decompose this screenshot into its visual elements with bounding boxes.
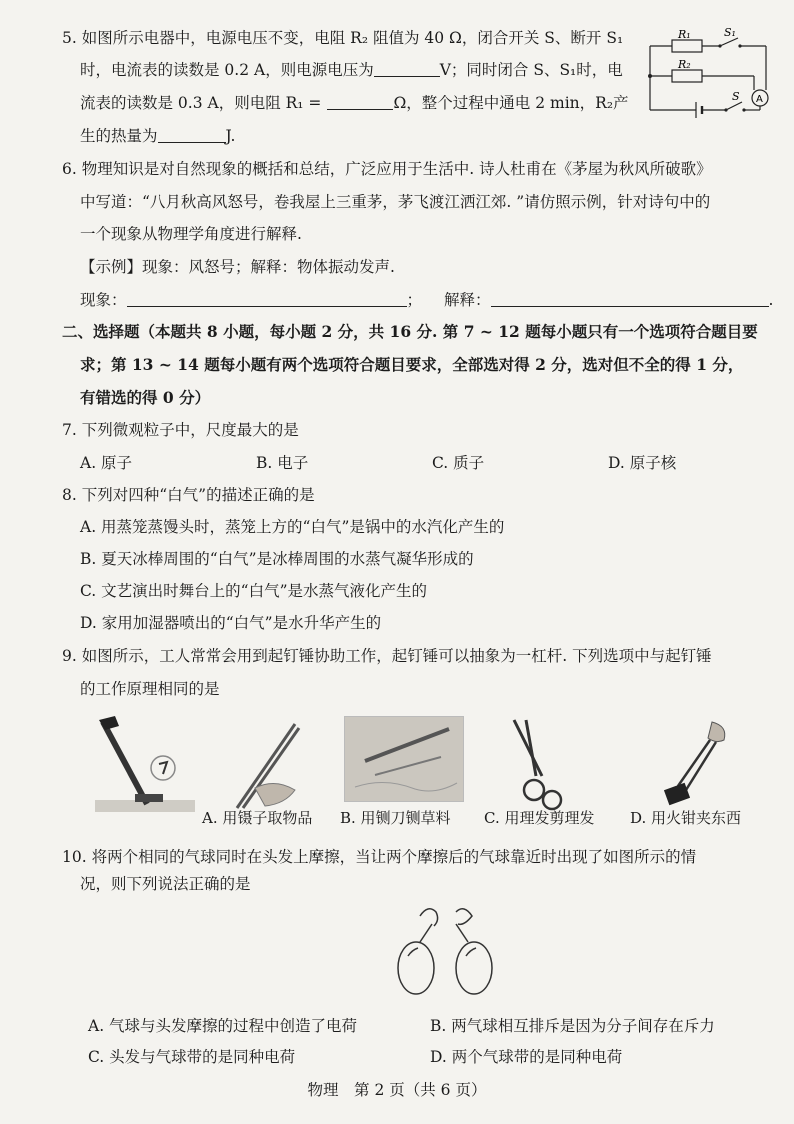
q5-heat-blank[interactable]	[158, 126, 226, 143]
left-hand-icon	[420, 909, 438, 926]
left-balloon-icon	[398, 942, 434, 994]
q6-line2: 中写道：“八月秋高风怒号，卷我屋上三重茅，茅飞渡江洒江郊. ”请仿照示例，针对诗句中的	[80, 193, 711, 211]
q6-semicolon: ；	[406, 291, 423, 309]
q8-option-c[interactable]: C. 文艺演出时舞台上的“白气”是水蒸气液化产生的	[80, 582, 428, 600]
q6-period: .	[768, 291, 774, 309]
q7-stem: 7. 下列微观粒子中，尺度最大的是	[62, 421, 299, 439]
chopper-image	[345, 717, 463, 801]
tweezers-image	[225, 718, 315, 812]
chopper-photo	[344, 716, 464, 802]
q9-option-a[interactable]: A. 用镊子取物品	[202, 809, 313, 827]
q9-line2: 的工作原理相同的是	[80, 680, 220, 698]
q10-line2: 况，则下列说法正确的是	[80, 875, 251, 893]
q6-answer-line	[80, 289, 773, 311]
q10-option-c[interactable]: C. 头发与气球带的是同种电荷	[88, 1048, 296, 1066]
q10-line1: 10. 将两个相同的气球同时在头发上摩擦，当让两个摩擦后的气球靠近时出现了如图所示的情	[62, 848, 697, 866]
q6-phenomenon-label: 现象：	[80, 291, 127, 309]
q7-option-b[interactable]: B. 电子	[256, 454, 309, 472]
q9-line1: 9. 如图所示，工人常常会用到起钉锤协助工作，起钉锤可以抽象为一杠杆. 下列选项中与起钉锤	[62, 647, 712, 665]
q7-option-d[interactable]: D. 原子核	[608, 454, 677, 472]
q10-option-a[interactable]: A. 气球与头发摩擦的过程中创造了电荷	[88, 1017, 358, 1035]
q8-option-d[interactable]: D. 家用加湿器喷出的“白气”是水升华产生的	[80, 614, 382, 632]
section2-line1: 二、选择题（本题共 8 小题，每小题 2 分，共 16 分. 第 7 ~ 12 题每小题只有一个选项符合题目要	[62, 322, 758, 341]
q5-line4b: J.	[225, 127, 236, 145]
r2-resistor	[672, 70, 702, 82]
q6-example: 【示例】现象：风怒号；解释：物体振动发声.	[80, 258, 395, 276]
q9-option-c[interactable]: C. 用理发剪理发	[484, 809, 595, 827]
q9-option-b[interactable]: B. 用铡刀铡草料	[340, 809, 451, 827]
q5-voltage-blank[interactable]	[374, 60, 440, 77]
q10-option-b[interactable]: B. 两气球相互排斥是因为分子间存在斥力	[430, 1017, 715, 1035]
q6-phenomenon-blank[interactable]	[127, 290, 407, 307]
q8-option-a[interactable]: A. 用蒸笼蒸馒头时，蒸笼上方的“白气”是锅中的水汽化产生的	[80, 518, 505, 536]
q6-explain-blank[interactable]	[491, 290, 769, 307]
section2-line3: 有错选的得 0 分）	[80, 388, 211, 407]
q8-stem: 8. 下列对四种“白气”的描述正确的是	[62, 486, 315, 504]
q7-option-c[interactable]: C. 质子	[432, 454, 485, 472]
q6-explain-label: 解释：	[444, 291, 491, 309]
q5-line2	[80, 59, 623, 81]
label-s1: S₁	[724, 26, 736, 39]
page-footer: 物理 第 2 页（共 6 页）	[307, 1081, 487, 1099]
section2-line2: 求；第 13 ~ 14 题每小题有两个选项符合题目要求，全部选对得 2 分，选对但不全的得 1 分，	[80, 355, 744, 374]
right-hand-icon	[456, 909, 472, 925]
balloons-image	[390, 898, 500, 1008]
q5-line1: 5. 如图所示电器中，电源电压不变，电阻 R₂ 阻值为 40 Ω，闭合开关 S、断开 S₁	[62, 29, 624, 47]
fire-tongs-image	[652, 716, 742, 812]
label-ammeter: A	[756, 94, 763, 105]
q5-circuit-diagram	[642, 26, 774, 122]
q9-option-d[interactable]: D. 用火钳夹东西	[630, 809, 742, 827]
q5-line4	[80, 125, 235, 147]
label-r1: R₁	[678, 28, 691, 41]
q5-line3a: 流表的读数是 0.3 A，则电阻 R₁ =	[80, 94, 322, 112]
q8-option-b[interactable]: B. 夏天冰棒周围的“白气”是冰棒周围的水蒸气凝华形成的	[80, 550, 474, 568]
label-s: S	[732, 90, 740, 103]
q5-line2a: 时，电流表的读数是 0.2 A，则电源电压为	[80, 61, 374, 79]
q10-option-d[interactable]: D. 两个气球带的是同种电荷	[430, 1048, 623, 1066]
q5-line3b: Ω，整个过程中通电 2 min，R₂产	[393, 94, 629, 112]
claw-hammer-image	[95, 716, 195, 812]
q5-r1-blank[interactable]	[327, 93, 393, 110]
q5-line4a: 生的热量为	[80, 127, 158, 145]
q5-line2b: V；同时闭合 S、S₁时，电	[439, 61, 623, 79]
right-balloon-icon	[456, 942, 492, 994]
label-r2: R₂	[678, 58, 691, 71]
q6-line1: 6. 物理知识是对自然现象的概括和总结，广泛应用于生活中. 诗人杜甫在《茅屋为秋风所破歌》	[62, 160, 712, 178]
q5-line3	[80, 92, 629, 114]
q6-line3: 一个现象从物理学角度进行解释.	[80, 225, 302, 243]
q7-option-a[interactable]: A. 原子	[80, 454, 133, 472]
scissors-image	[508, 716, 568, 812]
r1-resistor	[672, 40, 702, 52]
